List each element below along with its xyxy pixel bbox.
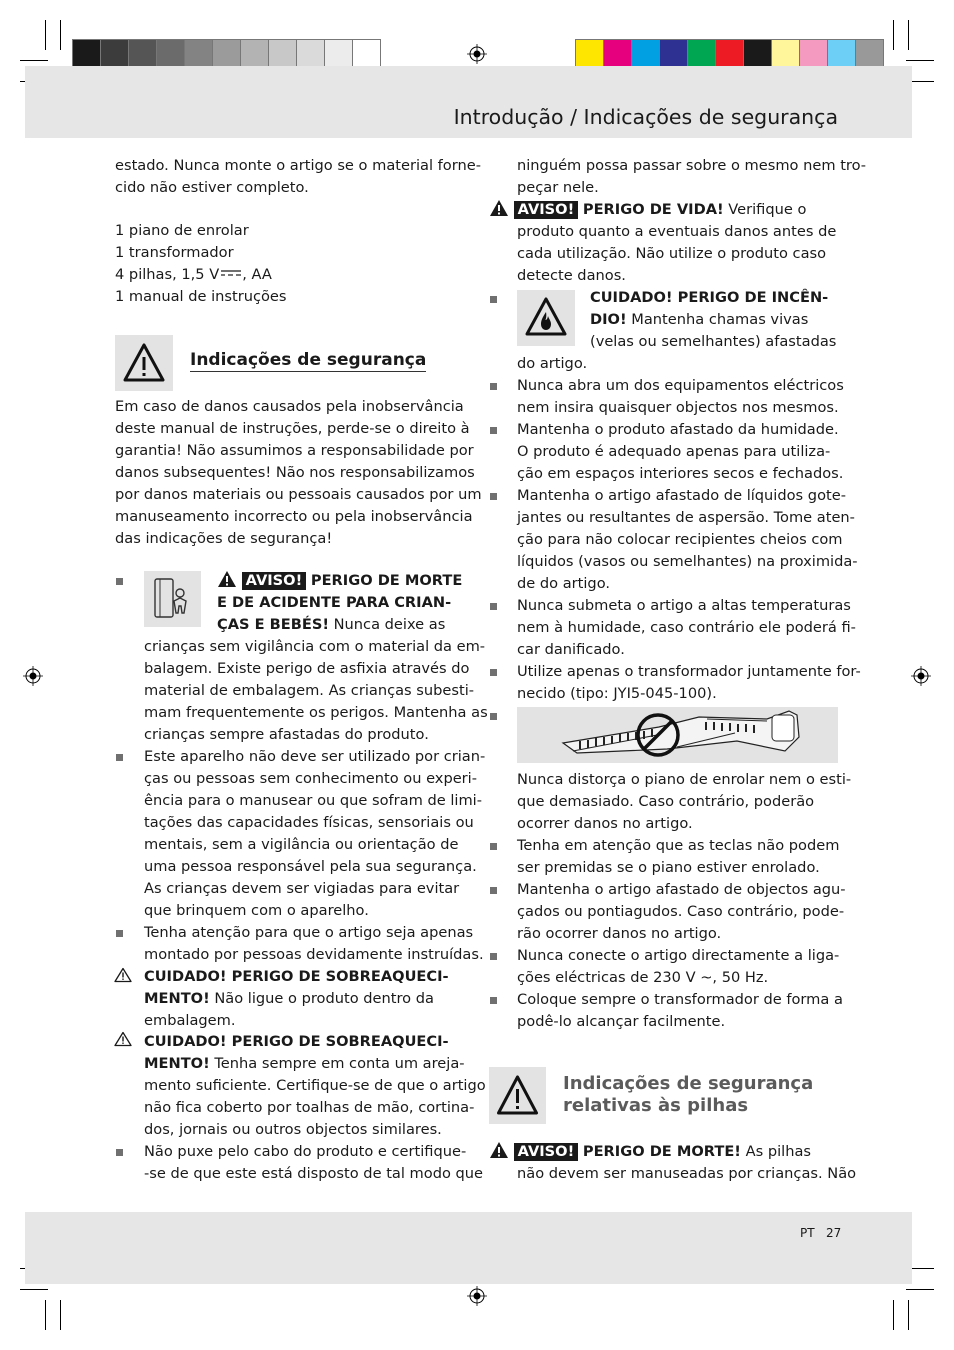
list-item-line: Tenha em atenção que as teclas não podem: [517, 837, 840, 854]
aviso-label: AVISO!: [514, 201, 579, 219]
warning-text: As pilhas: [740, 1143, 811, 1160]
warning-text: Mantenha chamas vivas: [626, 311, 809, 328]
caution-line: CUIDADO! PERIGO DE SOBREAQUECI-: [144, 968, 449, 985]
children-warning-line: E DE ACIDENTE PARA CRIAN-: [217, 594, 452, 611]
list-item-line: montado por pessoas devidamente instruídas.: [144, 946, 484, 963]
page-title: Introdução / Indicações de segurança: [453, 105, 838, 129]
gray-swatch: [73, 40, 100, 69]
warning-bold: PERIGO DE MORTE: [310, 572, 463, 589]
bullet-marker: [490, 843, 497, 850]
list-item-line: ças ou pessoas sem conhecimento ou experi-: [144, 770, 478, 787]
bullet-marker: [490, 953, 497, 960]
list-item-line: uma pessoa responsável pela sua segurança.: [144, 858, 477, 875]
children-warning-line: crianças sempre afastadas do produto.: [144, 726, 429, 743]
gray-swatch: [213, 40, 240, 69]
list-item-line: mentais, sem a vigilância ou orientação de: [144, 836, 459, 853]
list-item-line: que brinquem com o aparelho.: [144, 902, 369, 919]
bullet-marker: [490, 427, 497, 434]
list-item-line: Tenha atenção para que o artigo seja apenas: [144, 924, 474, 941]
bullet-marker: [116, 1149, 123, 1156]
color-swatch: [660, 40, 687, 69]
caution-bold: MENTO!: [144, 990, 210, 1007]
list-item-line: Nunca abra um dos equipamentos eléctricos: [517, 377, 844, 394]
children-warning-line: [217, 570, 462, 592]
children-warning-line: mam frequentemente os perigos. Mantenha as: [144, 704, 488, 721]
footer-band: [25, 1212, 912, 1284]
gray-swatch: [241, 40, 268, 69]
caution-line: dos, jornais ou outros objectos similares.: [144, 1121, 442, 1138]
list-item-line: Utilize apenas o transformador juntamente for-: [517, 663, 861, 680]
dc-symbol-icon: [220, 268, 242, 278]
contents-item-text: , AA: [242, 266, 272, 283]
fire-warning-line: [590, 309, 808, 331]
fire-warning-line: (velas ou semelhantes) afastadas: [590, 333, 837, 350]
warning-icon-box: [489, 1067, 546, 1124]
list-item-line: ção em espaços interiores secos e fechados.: [517, 465, 844, 482]
roll-piano-no-twist-image: [517, 707, 838, 763]
gray-swatch: [269, 40, 296, 69]
caution-line: não fica coberto por toalhas de mão, cortina-: [144, 1099, 475, 1116]
gray-swatch: [157, 40, 184, 69]
list-item-line: necido (tipo: JYI5-045-100).: [517, 685, 717, 702]
battery-warning-line: não devem ser manuseadas por crianças. Não: [517, 1165, 857, 1182]
bullet-marker: [490, 713, 497, 720]
color-swatch: [828, 40, 855, 69]
bullet-marker: [490, 603, 497, 610]
color-swatch: [800, 40, 827, 69]
gray-swatch: [101, 40, 128, 69]
footer-language: PT: [800, 1226, 815, 1240]
gray-swatch: [353, 40, 380, 69]
aviso-label: AVISO!: [514, 1143, 579, 1161]
registration-mark-left: [23, 666, 43, 686]
caution-bold: MENTO!: [144, 1055, 210, 1072]
life-warning-line: detecte danos.: [517, 267, 626, 284]
bullet-marker: [490, 493, 497, 500]
list-item-line: çados ou pontiagudos. Caso contrário, pode-: [517, 903, 845, 920]
registration-mark-top: [467, 44, 487, 64]
warning-bold: ÇAS E BEBÉS!: [217, 616, 329, 633]
bullet-marker: [116, 930, 123, 937]
aviso-label: AVISO!: [242, 572, 307, 590]
life-warning-line: produto quanto a eventuais danos antes de: [517, 223, 837, 240]
list-item-line: que demasiado. Caso contrário, poderão: [517, 793, 815, 810]
gray-swatch: [185, 40, 212, 69]
bullet-marker: [490, 296, 497, 303]
list-item-line: O produto é adequado apenas para utiliza-: [517, 443, 831, 460]
list-item-line: podê-lo alcançar facilmente.: [517, 1013, 726, 1030]
bullet-marker: [490, 669, 497, 676]
list-item-line: nem insira quaisquer objectos nos mesmos.: [517, 399, 839, 416]
list-item-line: ser premidas se o piano estiver enrolado.: [517, 859, 820, 876]
warning-icon-box: [115, 335, 173, 391]
bullet-marker: [490, 887, 497, 894]
list-item-line: Mantenha o artigo afastado de objectos agu-: [517, 881, 846, 898]
fire-warning-line: CUIDADO! PERIGO DE INCÊN-: [590, 289, 829, 306]
caution-text: Tenha sempre em conta um areja-: [209, 1055, 465, 1072]
safety-paragraph-line: por danos materiais ou pessoais causados por um: [115, 486, 482, 503]
list-item-line: ocorrer danos no artigo.: [517, 815, 693, 832]
safety-paragraph-line: deste manual de instruções, perde-se o direito à: [115, 420, 470, 437]
color-swatch: [576, 40, 603, 69]
battery-warning-line: [489, 1141, 811, 1163]
gray-swatch: [297, 40, 324, 69]
list-item-line: de do artigo.: [517, 575, 611, 592]
safety-paragraph-line: manuseamento incorrecto ou pela inobservância: [115, 508, 473, 525]
intro-line: estado. Nunca monte o artigo se o material forne-: [115, 157, 481, 174]
children-warning-line: material de embalagem. As crianças subesti-: [144, 682, 475, 699]
bullet-marker: [490, 383, 497, 390]
gray-swatch: [325, 40, 352, 69]
list-item-line: car danificado.: [517, 641, 625, 658]
child-packaging-icon: [144, 571, 201, 627]
warning-triangle-icon: [489, 1067, 546, 1124]
warning-triangle-icon: [489, 199, 509, 217]
color-swatch: [604, 40, 631, 69]
gray-swatch: [129, 40, 156, 69]
contents-item: 1 piano de enrolar: [115, 222, 249, 239]
caution-triangle-icon: [114, 1031, 132, 1047]
list-item-line: líquidos (vasos ou semelhantes) na proximida-: [517, 553, 858, 570]
contents-item-text: 4 pilhas, 1,5 V: [115, 266, 220, 283]
color-swatch: [716, 40, 743, 69]
warning-triangle-icon: [489, 1141, 509, 1159]
list-item-line: Coloque sempre o transformador de forma a: [517, 991, 843, 1008]
color-swatch: [856, 40, 883, 69]
list-item-line: Não puxe pelo cabo do produto e certifique-: [144, 1143, 467, 1160]
caution-line: [144, 988, 434, 1010]
warning-triangle-icon: [217, 570, 237, 588]
caution-text: Não ligue o produto dentro da: [209, 990, 434, 1007]
list-item-line: rão ocorrer danos no artigo.: [517, 925, 722, 942]
color-swatch: [744, 40, 771, 69]
contents-item: 1 transformador: [115, 244, 234, 261]
safety-paragraph-line: das indicações de segurança!: [115, 530, 333, 547]
list-item-line: Nunca conecte o artigo directamente a liga-: [517, 947, 840, 964]
caution-line: [144, 1053, 465, 1075]
caution-line: mento suficiente. Certifique-se de que o artigo: [144, 1077, 486, 1094]
life-warning-line: [489, 199, 806, 221]
caution-line: CUIDADO! PERIGO DE SOBREAQUECI-: [144, 1033, 449, 1050]
children-warning-line: balagem. Existe perigo de asfixia através do: [144, 660, 470, 677]
intro-line: peçar nele.: [517, 179, 599, 196]
list-item-line: Mantenha o artigo afastado de líquidos gote-: [517, 487, 846, 504]
list-item-line: ções eléctricas de 230 V ~, 50 Hz.: [517, 969, 769, 986]
warning-text: Verifique o: [723, 201, 807, 218]
children-warning-line: [217, 614, 445, 636]
caution-line: embalagem.: [144, 1012, 236, 1029]
warning-bold: PERIGO DE MORTE!: [582, 1143, 741, 1160]
page-number: 27: [826, 1226, 842, 1240]
warning-text: Nunca deixe as: [329, 616, 446, 633]
safety-heading: Indicações de segurança: [190, 350, 427, 370]
color-swatch: [688, 40, 715, 69]
intro-line: ninguém possa passar sobre o mesmo nem tro-: [517, 157, 867, 174]
fire-warning-icon: [517, 290, 575, 346]
list-item-line: ção para não colocar recipientes cheios com: [517, 531, 843, 548]
color-swatch: [632, 40, 659, 69]
warning-bold: DIO!: [590, 311, 627, 328]
safety-paragraph-line: garantia! Não assumimos a responsabilidade por: [115, 442, 474, 459]
child-icon-box: [144, 571, 201, 627]
bullet-marker: [116, 754, 123, 761]
list-item-line: ência para o manusear ou que sofram de limi-: [144, 792, 483, 809]
fire-icon-box: [517, 290, 575, 346]
children-warning-line: crianças sem vigilância com o material da em-: [144, 638, 486, 655]
list-item-line: Este aparelho não deve ser utilizado por crian-: [144, 748, 486, 765]
registration-mark-bottom: [467, 1286, 487, 1306]
list-item-line: Nunca distorça o piano de enrolar nem o esti-: [517, 771, 852, 788]
bullet-marker: [490, 997, 497, 1004]
fire-warning-line: do artigo.: [517, 355, 588, 372]
list-item-line: tações das capacidades físicas, sensoriais ou: [144, 814, 474, 831]
contents-item: 1 manual de instruções: [115, 288, 287, 305]
list-item-line: -se de que este está disposto de tal modo que: [144, 1165, 484, 1182]
warning-triangle-icon: [115, 335, 173, 391]
list-item-line: Mantenha o produto afastado da humidade.: [517, 421, 839, 438]
list-item-line: Nunca submeta o artigo a altas temperaturas: [517, 597, 851, 614]
list-item-line: nem à humidade, caso contrário ele poderá fi-: [517, 619, 856, 636]
color-swatch: [772, 40, 799, 69]
battery-safety-heading: Indicações de segurança: [563, 1073, 814, 1094]
warning-bold: PERIGO DE VIDA!: [582, 201, 724, 218]
bullet-marker: [116, 578, 123, 585]
registration-mark-right: [911, 666, 931, 686]
no-twist-illustration: [517, 707, 838, 763]
list-item-line: jantes ou resultantes de aspersão. Tome aten-: [517, 509, 855, 526]
safety-paragraph-line: Em caso de danos causados pela inobservância: [115, 398, 464, 415]
safety-paragraph-line: danos subsequentes! Não nos responsabilizamos: [115, 464, 475, 481]
contents-item: [115, 264, 272, 286]
life-warning-line: cada utilização. Não utilize o produto caso: [517, 245, 827, 262]
intro-line: cido não estiver completo.: [115, 179, 309, 196]
battery-safety-heading: relativas às pilhas: [563, 1095, 749, 1116]
caution-triangle-icon: [114, 967, 132, 983]
list-item-line: As crianças devem ser vigiadas para evitar: [144, 880, 460, 897]
